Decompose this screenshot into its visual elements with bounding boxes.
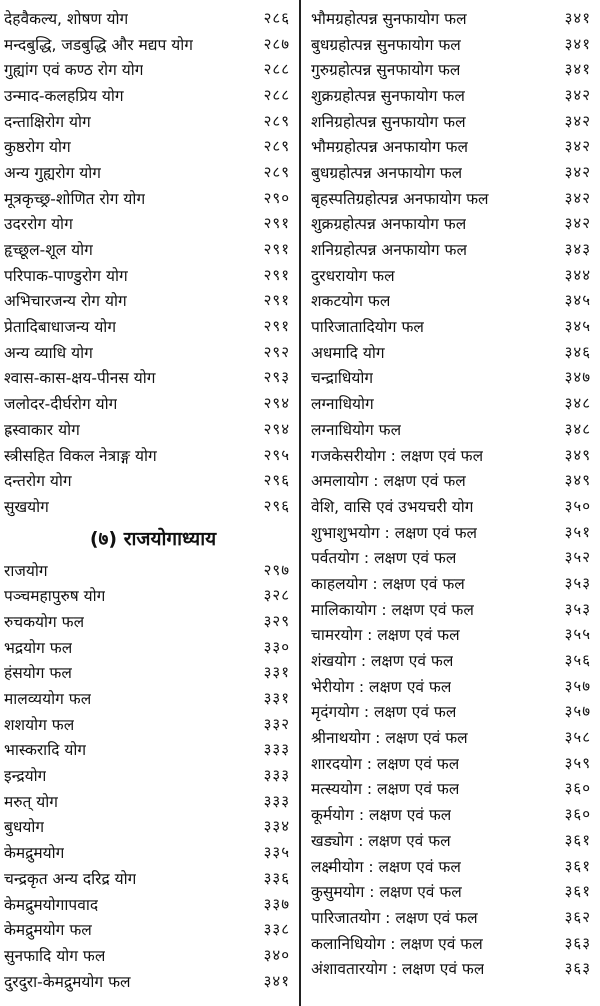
toc-entry bbox=[4, 608, 292, 634]
entry-title: बुधग्रहोत्पन्न सुनफायोग फल bbox=[311, 35, 461, 54]
toc-entry bbox=[311, 313, 593, 339]
toc-entry bbox=[4, 891, 292, 917]
toc-entry bbox=[4, 390, 292, 416]
chapter-heading: (७) राजयोगाध्याय bbox=[89, 527, 217, 550]
toc-entry bbox=[311, 211, 593, 237]
toc-entry bbox=[311, 750, 593, 776]
toc-entry bbox=[311, 262, 593, 288]
toc-entry bbox=[311, 493, 593, 519]
entry-page-number: ३३२ bbox=[263, 714, 290, 733]
toc-entry bbox=[4, 108, 292, 134]
entry-title: परिपाक-पाण्डुरोग योग bbox=[4, 266, 128, 285]
entry-page-number: २८९ bbox=[263, 111, 290, 130]
entry-page-number: २९२ bbox=[263, 342, 290, 361]
toc-list bbox=[4, 557, 292, 994]
entry-title: शनिग्रहोत्पन्न अनफायोग फल bbox=[311, 241, 467, 260]
toc-entry bbox=[311, 519, 593, 545]
entry-page-number: ३३८ bbox=[263, 920, 290, 939]
entry-page-number: ३४२ bbox=[564, 214, 591, 233]
toc-entry bbox=[311, 955, 593, 981]
entry-page-number: ३६१ bbox=[564, 830, 591, 849]
entry-title: अन्य गुह्यरोग योग bbox=[4, 163, 101, 182]
entry-title: बृहस्पतिग्रहोत्पन्न अनफायोग फल bbox=[311, 189, 489, 208]
toc-entry bbox=[4, 916, 292, 942]
entry-title: हृच्छूल-शूल योग bbox=[4, 241, 93, 260]
entry-page-number: ३३० bbox=[263, 637, 290, 656]
entry-title: शुभाशुभयोग : लक्षण एवं फल bbox=[311, 523, 478, 542]
left-column bbox=[4, 5, 292, 993]
toc-entry bbox=[4, 814, 292, 840]
entry-title: वेशि, वासि एवं उभयचरी योग bbox=[311, 497, 474, 516]
entry-page-number: ३३५ bbox=[263, 843, 290, 862]
entry-page-number: ३५० bbox=[564, 496, 591, 515]
entry-title: कुष्ठरोग योग bbox=[4, 138, 71, 157]
entry-page-number: ३४५ bbox=[564, 317, 591, 336]
entry-title: शारदयोग : लक्षण एवं फल bbox=[311, 754, 460, 773]
entry-title: भौमग्रहोत्पन्न सुनफायोग फल bbox=[311, 9, 467, 28]
entry-title: सुखयोग bbox=[4, 497, 49, 516]
entry-title: भौमग्रहोत्पन्न अनफायोग फल bbox=[311, 138, 468, 157]
toc-entry bbox=[4, 211, 292, 237]
toc-entry bbox=[311, 904, 593, 930]
entry-page-number: ३५६ bbox=[564, 651, 591, 670]
toc-entry bbox=[4, 236, 292, 262]
toc-entry bbox=[4, 313, 292, 339]
entry-page-number: ३६० bbox=[564, 779, 591, 798]
entry-page-number: ३४४ bbox=[564, 265, 591, 284]
entry-page-number: ३४९ bbox=[564, 445, 591, 464]
entry-page-number: ३५७ bbox=[564, 676, 591, 695]
right-column bbox=[311, 5, 593, 981]
entry-page-number: २९७ bbox=[263, 560, 290, 579]
entry-page-number: ३६३ bbox=[564, 959, 591, 978]
entry-title: इन्द्रयोग bbox=[4, 767, 47, 786]
toc-entry bbox=[311, 390, 593, 416]
entry-page-number: ३४० bbox=[263, 945, 290, 964]
column-divider bbox=[299, 0, 301, 1006]
entry-page-number: ३६१ bbox=[564, 856, 591, 875]
entry-page-number: २८८ bbox=[263, 60, 290, 79]
toc-entry bbox=[4, 339, 292, 365]
entry-title: दन्तरोग योग bbox=[4, 472, 72, 491]
entry-page-number: ३५३ bbox=[564, 573, 591, 592]
toc-entry bbox=[311, 699, 593, 725]
entry-title: शुक्रग्रहोत्पन्न सुनफायोग फल bbox=[311, 86, 465, 105]
entry-page-number: ३४१ bbox=[263, 971, 290, 990]
entry-page-number: २९० bbox=[263, 188, 290, 207]
entry-title: दुरधरायोग फल bbox=[311, 266, 395, 285]
entry-title: लक्ष्मीयोग : लक्षण एवं फल bbox=[311, 857, 461, 876]
entry-page-number: २८६ bbox=[263, 8, 290, 27]
toc-entry bbox=[4, 262, 292, 288]
toc-entry bbox=[4, 185, 292, 211]
toc-entry bbox=[311, 544, 593, 570]
entry-title: भेरीयोग : लक्षण एवं फल bbox=[311, 677, 452, 696]
entry-title: पर्वतयोग : लक्षण एवं फल bbox=[311, 549, 457, 568]
entry-page-number: ३३७ bbox=[263, 894, 290, 913]
entry-page-number: २९१ bbox=[263, 291, 290, 310]
entry-page-number: ३४२ bbox=[564, 111, 591, 130]
entry-title: हंसयोग फल bbox=[4, 664, 72, 683]
toc-entry bbox=[311, 159, 593, 185]
entry-title: ह्रस्वाकार योग bbox=[4, 420, 80, 439]
entry-title: दुरदुरा-केमद्रुमयोग फल bbox=[4, 972, 131, 991]
entry-title: उन्माद-कलहप्रिय योग bbox=[4, 86, 124, 105]
entry-page-number: ३४२ bbox=[564, 162, 591, 181]
entry-page-number: २९६ bbox=[263, 471, 290, 490]
entry-title: रुचकयोग फल bbox=[4, 612, 85, 631]
entry-page-number: ३४२ bbox=[564, 137, 591, 156]
entry-title: मालिकायोग : लक्षण एवं फल bbox=[311, 600, 474, 619]
entry-title: भास्करादि योग bbox=[4, 741, 87, 760]
toc-entry bbox=[311, 236, 593, 262]
toc-entry bbox=[311, 365, 593, 391]
toc-entry bbox=[311, 596, 593, 622]
entry-page-number: ३६३ bbox=[564, 933, 591, 952]
toc-entry bbox=[4, 31, 292, 57]
entry-title: दन्ताक्षिरोग योग bbox=[4, 112, 91, 131]
toc-entry bbox=[4, 467, 292, 493]
toc-entry bbox=[4, 82, 292, 108]
entry-page-number: २९३ bbox=[263, 368, 290, 387]
entry-page-number: ३३१ bbox=[263, 663, 290, 682]
toc-entry bbox=[311, 673, 593, 699]
entry-title: भद्रयोग फल bbox=[4, 638, 73, 657]
toc-entry bbox=[311, 467, 593, 493]
toc-entry bbox=[311, 570, 593, 596]
entry-title: श्रीनाथयोग : लक्षण एवं फल bbox=[311, 729, 468, 748]
entry-page-number: ३५२ bbox=[564, 548, 591, 567]
entry-page-number: ३५३ bbox=[564, 599, 591, 618]
entry-title: मूत्रकृच्छ्र-शोणित रोग योग bbox=[4, 189, 146, 208]
entry-page-number: ३४५ bbox=[564, 291, 591, 310]
entry-title: बुधग्रहोत्पन्न अनफायोग फल bbox=[311, 163, 463, 182]
toc-entry bbox=[4, 5, 292, 31]
entry-page-number: ३४३ bbox=[564, 240, 591, 259]
toc-entry bbox=[311, 185, 593, 211]
toc-entry bbox=[311, 930, 593, 956]
entry-page-number: २८७ bbox=[263, 34, 290, 53]
entry-page-number: ३४२ bbox=[564, 85, 591, 104]
entry-page-number: ३६२ bbox=[564, 907, 591, 926]
toc-entry bbox=[311, 133, 593, 159]
entry-title: पारिजातादियोग फल bbox=[311, 318, 424, 337]
toc-entry bbox=[311, 622, 593, 648]
entry-page-number: ३४८ bbox=[564, 394, 591, 413]
entry-page-number: ३२९ bbox=[263, 611, 290, 630]
toc-entry bbox=[4, 942, 292, 968]
entry-page-number: ३५१ bbox=[564, 522, 591, 541]
entry-page-number: २९१ bbox=[263, 317, 290, 336]
entry-page-number: ३३३ bbox=[263, 740, 290, 759]
entry-title: शंखयोग : लक्षण एवं फल bbox=[311, 652, 454, 671]
entry-title: पञ्चमहापुरुष योग bbox=[4, 587, 106, 606]
toc-list bbox=[4, 5, 292, 519]
entry-title: कुसुमयोग : लक्षण एवं फल bbox=[311, 883, 462, 902]
entry-title: पारिजातयोग : लक्षण एवं फल bbox=[311, 908, 478, 927]
toc-entry bbox=[4, 762, 292, 788]
entry-title: काहलयोग : लक्षण एवं फल bbox=[311, 574, 465, 593]
toc-entry bbox=[311, 878, 593, 904]
entry-title: कूर्मयोग : लक्षण एवं फल bbox=[311, 806, 452, 825]
toc-entry bbox=[4, 582, 292, 608]
entry-page-number: ३४९ bbox=[564, 471, 591, 490]
toc-entry bbox=[311, 801, 593, 827]
entry-page-number: ३३१ bbox=[263, 689, 290, 708]
entry-title: केमद्रुमयोग bbox=[4, 844, 65, 863]
entry-page-number: ३३३ bbox=[263, 766, 290, 785]
entry-title: चन्द्राधियोग bbox=[311, 369, 374, 388]
toc-entry bbox=[4, 56, 292, 82]
entry-title: बुधयोग bbox=[4, 818, 45, 837]
entry-page-number: २८९ bbox=[263, 137, 290, 156]
entry-page-number: ३५५ bbox=[564, 625, 591, 644]
entry-page-number: २८९ bbox=[263, 162, 290, 181]
entry-title: शकटयोग फल bbox=[311, 292, 391, 311]
entry-title: शनिग्रहोत्पन्न सुनफायोग फल bbox=[311, 112, 466, 131]
entry-title: अभिचारजन्य रोग योग bbox=[4, 292, 127, 311]
entry-page-number: २९६ bbox=[263, 496, 290, 515]
toc-entry bbox=[4, 737, 292, 763]
toc-list bbox=[311, 5, 593, 981]
toc-entry bbox=[311, 56, 593, 82]
toc-entry bbox=[4, 968, 292, 994]
entry-title: चामरयोग : लक्षण एवं फल bbox=[311, 626, 460, 645]
entry-page-number: २९४ bbox=[263, 394, 290, 413]
entry-page-number: ३४१ bbox=[564, 8, 591, 27]
entry-page-number: ३५७ bbox=[564, 702, 591, 721]
toc-entry bbox=[311, 288, 593, 314]
entry-title: देहवैकल्य, शोषण योग bbox=[4, 9, 129, 28]
toc-entry bbox=[4, 685, 292, 711]
toc-entry bbox=[311, 82, 593, 108]
toc-entry bbox=[4, 865, 292, 891]
entry-title: अधमादि योग bbox=[311, 343, 385, 362]
toc-entry bbox=[311, 776, 593, 802]
entry-page-number: २८८ bbox=[263, 85, 290, 104]
entry-page-number: ३४१ bbox=[564, 34, 591, 53]
toc-entry bbox=[4, 788, 292, 814]
entry-page-number: ३२८ bbox=[263, 586, 290, 605]
toc-entry bbox=[311, 853, 593, 879]
toc-entry bbox=[4, 634, 292, 660]
entry-page-number: ३५९ bbox=[564, 753, 591, 772]
entry-page-number: २९१ bbox=[263, 240, 290, 259]
entry-title: स्त्रीसहित विकल नेत्राङ्ग योग bbox=[4, 446, 157, 465]
toc-entry bbox=[311, 339, 593, 365]
entry-page-number: ३४६ bbox=[564, 342, 591, 361]
entry-page-number: ३३३ bbox=[263, 791, 290, 810]
toc-entry bbox=[311, 827, 593, 853]
entry-title: गुह्यांग एवं कण्ठ रोग योग bbox=[4, 61, 144, 80]
entry-title: मृदंगयोग : लक्षण एवं फल bbox=[311, 703, 457, 722]
toc-entry bbox=[311, 416, 593, 442]
entry-page-number: २९४ bbox=[263, 419, 290, 438]
entry-title: उदररोग योग bbox=[4, 215, 73, 234]
toc-entry bbox=[4, 711, 292, 737]
toc-entry bbox=[4, 288, 292, 314]
toc-entry bbox=[4, 493, 292, 519]
entry-page-number: २९१ bbox=[263, 214, 290, 233]
entry-title: जलोदर-दीर्घरोग योग bbox=[4, 395, 118, 414]
toc-entry bbox=[311, 5, 593, 31]
entry-title: कलानिधियोग : लक्षण एवं फल bbox=[311, 934, 483, 953]
toc-entry bbox=[311, 724, 593, 750]
toc-entry bbox=[311, 442, 593, 468]
entry-title: मत्स्ययोग : लक्षण एवं फल bbox=[311, 780, 460, 799]
entry-title: खड्योग : लक्षण एवं फल bbox=[311, 831, 451, 850]
entry-title: श्वास-कास-क्षय-पीनस योग bbox=[4, 369, 156, 388]
entry-title: प्रेतादिबाधाजन्य योग bbox=[4, 318, 117, 337]
entry-title: गजकेसरीयोग : लक्षण एवं फल bbox=[311, 446, 484, 465]
entry-page-number: ३६१ bbox=[564, 882, 591, 901]
entry-page-number: ३६० bbox=[564, 805, 591, 824]
entry-title: सुनफादि योग फल bbox=[4, 946, 106, 965]
entry-title: मन्दबुद्धि, जडबुद्धि और मद्यप योग bbox=[4, 35, 193, 54]
entry-page-number: ३३६ bbox=[263, 868, 290, 887]
toc-entry bbox=[4, 442, 292, 468]
entry-page-number: ३५८ bbox=[564, 728, 591, 747]
toc-entry bbox=[4, 660, 292, 686]
entry-title: अमलायोग : लक्षण एवं फल bbox=[311, 472, 466, 491]
entry-page-number: ३४२ bbox=[564, 188, 591, 207]
toc-entry bbox=[4, 133, 292, 159]
entry-page-number: ३४१ bbox=[564, 60, 591, 79]
entry-title: गुरुग्रहोत्पन्न सुनफायोग फल bbox=[311, 61, 461, 80]
entry-page-number: २९५ bbox=[263, 445, 290, 464]
toc-entry bbox=[4, 365, 292, 391]
entry-title: शशयोग फल bbox=[4, 715, 75, 734]
toc-entry bbox=[311, 108, 593, 134]
toc-entry bbox=[4, 557, 292, 583]
entry-title: चन्द्रकृत अन्य दरिद्र योग bbox=[4, 869, 137, 888]
entry-title: लग्नाधियोग bbox=[311, 395, 374, 414]
entry-page-number: ३४८ bbox=[564, 419, 591, 438]
entry-page-number: ३३४ bbox=[263, 817, 290, 836]
entry-title: शुक्रग्रहोत्पन्न अनफायोग फल bbox=[311, 215, 467, 234]
entry-title: अंशावतारयोग : लक्षण एवं फल bbox=[311, 960, 485, 979]
toc-entry bbox=[311, 31, 593, 57]
entry-title: मालव्ययोग फल bbox=[4, 690, 92, 709]
entry-title: मरुत् योग bbox=[4, 792, 59, 811]
entry-title: राजयोग bbox=[4, 561, 48, 580]
toc-entry bbox=[311, 647, 593, 673]
toc-entry bbox=[4, 159, 292, 185]
entry-title: केमद्रुमयोगापवाद bbox=[4, 895, 99, 914]
entry-title: केमद्रुमयोग फल bbox=[4, 921, 92, 940]
entry-title: अन्य व्याधि योग bbox=[4, 343, 93, 362]
entry-page-number: २९१ bbox=[263, 265, 290, 284]
entry-title: लग्नाधियोग फल bbox=[311, 420, 402, 439]
toc-entry bbox=[4, 416, 292, 442]
toc-entry bbox=[4, 839, 292, 865]
entry-page-number: ३४७ bbox=[564, 368, 591, 387]
